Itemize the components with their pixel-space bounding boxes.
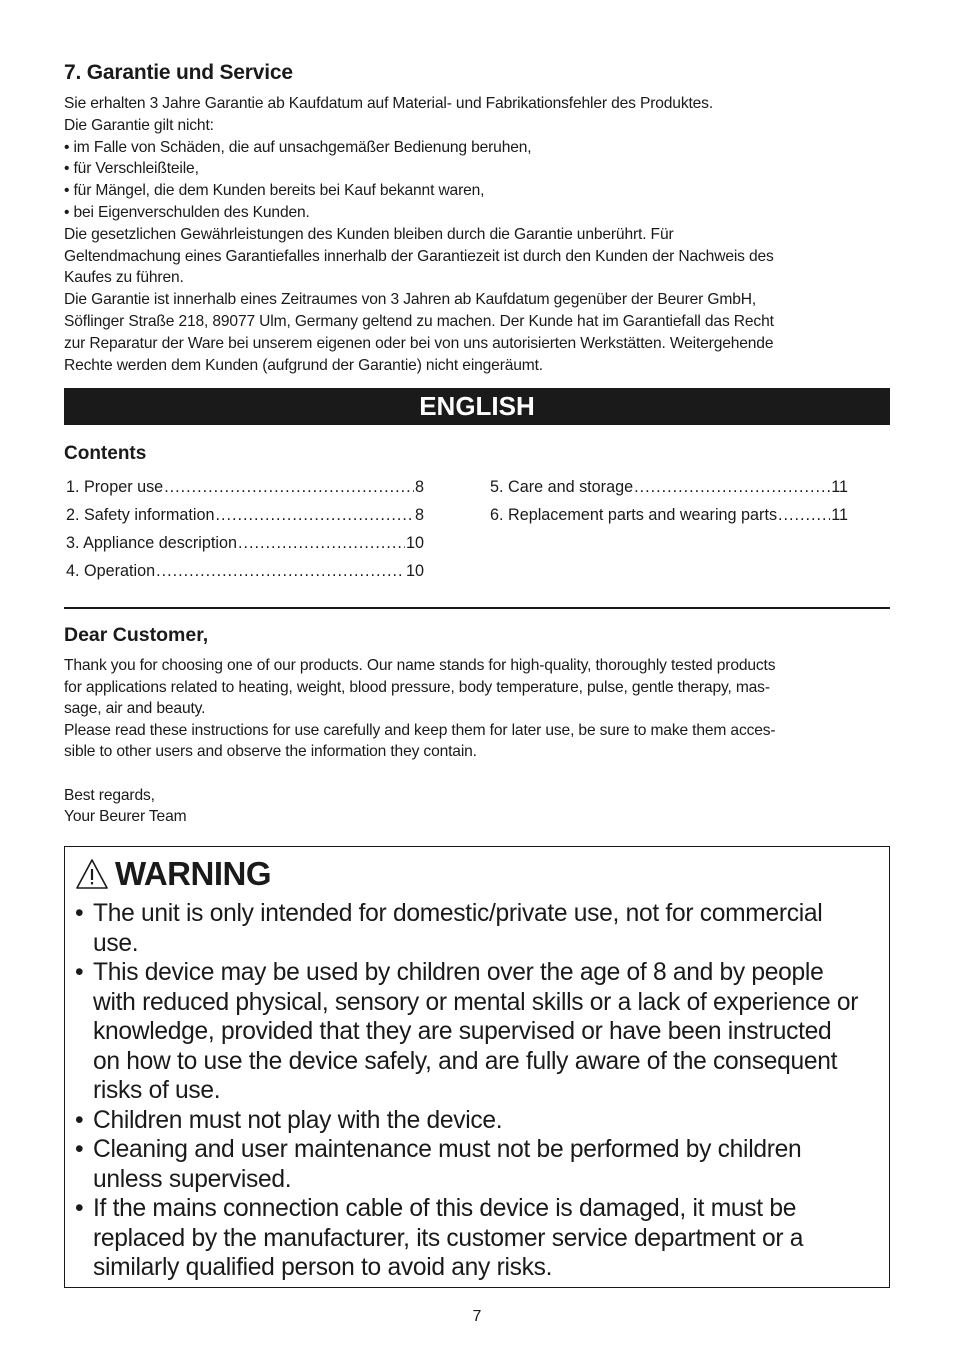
- warning-item-text: [93, 1194, 885, 1283]
- toc-entry[interactable]: [66, 562, 424, 590]
- warning-item: [75, 1106, 885, 1136]
- german-text-line: Die Garantie ist innerhalb eines Zeitraumes von 3 Jahren ab Kaufdatum gegenüber der Beurer GmbH,: [64, 291, 757, 309]
- warning-item-text: [93, 1135, 885, 1194]
- german-text-line: Rechte werden dem Kunden (aufgrund der Garantie) nicht eingeräumt.: [64, 356, 543, 374]
- section-divider: [64, 607, 890, 609]
- intro-text-line: sible to other users and observe the information they contain.: [64, 743, 477, 761]
- language-banner: ENGLISH: [64, 388, 890, 425]
- toc-right-column: [490, 478, 848, 534]
- toc-entry[interactable]: [66, 534, 424, 562]
- toc-leader-dots: [215, 506, 414, 525]
- warning-item-text: [93, 899, 885, 958]
- warning-item: [75, 1135, 885, 1194]
- toc-entry-label: 3. Appliance description: [66, 534, 237, 552]
- warning-item-line: with reduced physical, sensory or mental skills or a lack of experience or: [93, 988, 859, 1016]
- warning-item-line: unless supervised.: [93, 1165, 292, 1193]
- warning-item-line: risks of use.: [93, 1077, 221, 1104]
- german-text-line: • im Falle von Schäden, die auf unsachgemäßer Bedienung beruhen,: [64, 138, 532, 156]
- toc-entry[interactable]: [66, 506, 424, 534]
- warning-item-line: Cleaning and user maintenance must not be performed by children: [93, 1136, 802, 1163]
- toc-entry[interactable]: [490, 506, 848, 534]
- bullet-icon: •: [75, 900, 84, 927]
- german-text-line: • bei Eigenverschulden des Kunden.: [64, 203, 310, 221]
- toc-entry-page: 10: [405, 562, 424, 580]
- toc-entry-label: 5. Care and storage: [490, 478, 634, 496]
- german-text-line: Die Garantie gilt nicht:: [64, 116, 214, 134]
- warning-header: [75, 855, 271, 893]
- toc-entry[interactable]: [66, 478, 424, 506]
- intro-text-line: Please read these instructions for use carefully and keep them for later use, be sure to make them acces-: [64, 721, 776, 739]
- toc-leader-dots: [634, 478, 830, 497]
- warning-item-line: If the mains connection cable of this device is damaged, it must be: [93, 1195, 797, 1222]
- warning-item: [75, 958, 885, 1106]
- german-text-line: • für Verschleißteile,: [64, 160, 199, 178]
- german-text-line: • für Mängel, die dem Kunden bereits bei Kauf bekannt waren,: [64, 182, 485, 200]
- toc-entry-label: 6. Replacement parts and wearing parts: [490, 506, 778, 524]
- warning-item-line: This device may be used by children over the age of 8 and by people: [93, 959, 824, 986]
- toc-entry-page: 8: [414, 478, 424, 496]
- warning-item-line: replaced by the manufacturer, its customer service department or a: [93, 1224, 804, 1252]
- intro-text-line: [64, 763, 890, 785]
- warning-list: [75, 899, 885, 1283]
- intro-text-line: Best regards,: [64, 786, 155, 804]
- german-warranty-text: [64, 93, 890, 376]
- intro-text-line: Thank you for choosing one of our products. Our name stands for high-quality, thoroughly tested products: [64, 657, 776, 674]
- warning-item-line: use.: [93, 929, 139, 957]
- warning-box: [64, 846, 890, 1288]
- warning-item-text: [93, 958, 885, 1106]
- toc-entry-page: 10: [405, 534, 424, 552]
- warning-triangle-icon: [75, 858, 109, 890]
- toc-entry-label: 4. Operation: [66, 562, 156, 580]
- warning-item-text: [93, 1106, 885, 1136]
- toc-entry-page: 11: [831, 478, 848, 496]
- toc-leader-dots: [778, 506, 830, 525]
- toc-leader-dots: [164, 478, 414, 497]
- warning-item: [75, 1194, 885, 1283]
- german-text-line: Geltendmachung eines Garantiefalles innerhalb der Garantiezeit ist durch den Kunden der Nachweis des: [64, 247, 774, 265]
- warning-item-line: similarly qualified person to avoid any risks.: [93, 1254, 553, 1281]
- warning-item-line: Children must not play with the device.: [93, 1106, 503, 1134]
- warning-item-line: on how to use the device safely, and are fully aware of the consequent: [93, 1047, 838, 1075]
- toc-left-column: [66, 478, 424, 590]
- warning-title: WARNING: [115, 855, 271, 892]
- warning-item-line: The unit is only intended for domestic/private use, not for commercial: [93, 900, 823, 927]
- page-number: 7: [472, 1308, 482, 1325]
- bullet-icon: •: [75, 1136, 84, 1163]
- german-section-heading: 7. Garantie und Service: [64, 61, 293, 84]
- intro-text-line: Your Beurer Team: [64, 808, 187, 826]
- toc-entry-page: 8: [414, 506, 424, 524]
- german-text-line: Kaufes zu führen.: [64, 269, 184, 287]
- toc-entry-page: 11: [831, 506, 848, 524]
- toc-entry-label: 2. Safety information: [66, 506, 215, 524]
- toc-entry[interactable]: [490, 478, 848, 506]
- contents-heading: Contents: [64, 443, 147, 464]
- bullet-icon: •: [75, 1195, 84, 1222]
- german-text-line: Sie erhalten 3 Jahre Garantie ab Kaufdatum auf Material- und Fabrikationsfehler des Produktes.: [64, 95, 714, 112]
- german-text-line: Söflinger Straße 218, 89077 Ulm, Germany geltend zu machen. Der Kunde hat im Garantiefall das Recht: [64, 312, 774, 330]
- warning-item-line: knowledge, provided that they are supervised or have been instructed: [93, 1018, 832, 1045]
- german-text-line: zur Reparatur der Ware bei unserem eigenen oder bei von uns autorisierten Werkstätten. Weitergehende: [64, 334, 774, 352]
- toc-leader-dots: [238, 534, 405, 553]
- bullet-icon: •: [75, 1106, 84, 1134]
- greeting-heading: Dear Customer,: [64, 624, 209, 646]
- bullet-icon: •: [75, 959, 84, 986]
- intro-text-line: for applications related to heating, weight, blood pressure, body temperature, pulse, gentle therapy, mas-: [64, 678, 770, 696]
- toc-leader-dots: [156, 562, 405, 581]
- warning-item: [75, 899, 885, 958]
- intro-text: [64, 655, 890, 828]
- toc-entry-label: 1. Proper use: [66, 478, 164, 496]
- german-text-line: Die gesetzlichen Gewährleistungen des Kunden bleiben durch die Garantie unberührt. Für: [64, 225, 674, 243]
- intro-text-line: sage, air and beauty.: [64, 700, 206, 718]
